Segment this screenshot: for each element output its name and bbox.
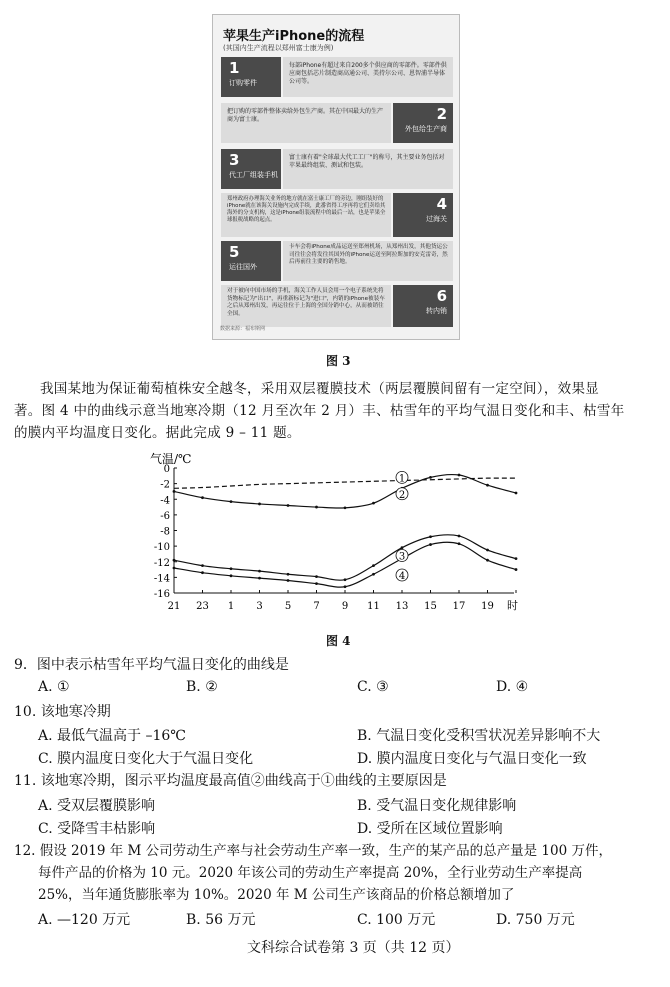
series-point bbox=[515, 568, 518, 571]
question-12-stem-line-1: 12. 假设 2019 年 M 公司劳动生产率与社会劳动生产率一致，生产的某产品的总产量是 100 万件， bbox=[14, 843, 612, 859]
x-tick-label: 23 bbox=[196, 601, 209, 612]
series-point bbox=[458, 542, 461, 545]
q12-option-b[interactable]: B. 56 万元 bbox=[186, 912, 256, 928]
series-point bbox=[429, 535, 432, 538]
step-text: 对于被向中国市场的手机，海关工作人员会用一个电子系统先将货物标记为"出口"，再重新标记为"进口"，内销的iPhone被装车之后从郑州出发，再运往位于上海的全国分销中心，从而被销往全国。 bbox=[227, 288, 385, 317]
series-point bbox=[173, 567, 176, 570]
question-9-stem: 9．图中表示枯雪年平均气温日变化的曲线是 bbox=[14, 657, 289, 673]
infographic-source: 数据来源：福布斯网 bbox=[220, 326, 266, 332]
series-point bbox=[515, 557, 518, 560]
step-row-5 bbox=[221, 241, 453, 281]
series-point bbox=[486, 559, 489, 562]
series-point bbox=[429, 476, 432, 479]
figure4-caption: 图 4 bbox=[326, 634, 351, 648]
q12-option-c[interactable]: C. 100 万元 bbox=[357, 912, 436, 928]
y-tick-label: -8 bbox=[160, 526, 170, 538]
x-tick-label: 17 bbox=[452, 601, 466, 612]
series-point bbox=[486, 484, 489, 487]
series-label: 1 bbox=[398, 473, 406, 485]
step-text: 每部iPhone有超过来自200多个供应商的零部件。零部件供应商包括芯片制造商高通公司、美持尔公司、恩智浦半导体公司等。 bbox=[289, 62, 447, 85]
step-row-1 bbox=[221, 57, 453, 97]
y-tick-label: -16 bbox=[153, 589, 170, 600]
step-badge: 1 订购零件 bbox=[221, 57, 281, 97]
series-point bbox=[230, 500, 233, 503]
step-text: 卡车会将iPhone成品运送至郑州机场，从郑州出发，其他货运公司往往会将发往其国外的iPhone运送至阿拉斯加的安克雷奇，然后再前往主要的销售地。 bbox=[289, 244, 448, 265]
x-tick-label: 1 bbox=[227, 601, 235, 612]
series-point bbox=[201, 571, 204, 574]
y-tick-label: -12 bbox=[153, 557, 170, 569]
y-tick-label: -4 bbox=[160, 495, 170, 507]
series-point bbox=[315, 506, 318, 509]
series-point bbox=[173, 559, 176, 562]
q12-option-d[interactable]: D. 750 万元 bbox=[496, 912, 575, 928]
series-point bbox=[372, 564, 375, 567]
step-badge: 4 过海关 bbox=[393, 193, 453, 237]
intro-line-2: 著。图 4 中的曲线示意当地寒冷期（12 月至次年 2 月）丰、枯雪年的平均气温日变化和丰、枯雪年 bbox=[14, 403, 625, 419]
step-badge: 5 运往国外 bbox=[221, 241, 281, 281]
figure3-caption: 图 3 bbox=[326, 354, 351, 368]
series-point bbox=[372, 573, 375, 576]
series-label: 3 bbox=[398, 551, 406, 563]
series-line-2 bbox=[174, 475, 516, 509]
step-text: 郑州政府办理海关业务的地方就在富士康工厂的旁边，刚组装好的iPhone就在该海关设施内完成手续，此番省得工序再将它们卖给其海外的分支机构，这是iPhone组装流程中的最后一站，也是苹果全球报税战略的起点。 bbox=[227, 196, 386, 223]
series-label: 2 bbox=[398, 489, 406, 501]
series-point bbox=[344, 578, 347, 581]
infographic-title: 苹果生产iPhone的流程 bbox=[223, 29, 365, 44]
series-line-3 bbox=[174, 535, 516, 583]
series-point bbox=[372, 502, 375, 505]
series-point bbox=[230, 574, 233, 577]
y-tick-label: -10 bbox=[153, 542, 170, 554]
question-10-stem: 10. 该地寒冷期 bbox=[14, 704, 111, 720]
q9-option-b[interactable]: B. ② bbox=[186, 679, 218, 695]
step-text: 把订购的零部件整体卖给外包生产商。其在中国最大的生产商为富士康。 bbox=[227, 108, 384, 123]
q10-option-a[interactable]: A. 最低气温高于 –16℃ bbox=[38, 728, 186, 744]
series-point bbox=[201, 564, 204, 567]
intro-line-1: 我国某地为保证葡萄植株安全越冬，采用双层覆膜技术（两层覆膜间留有一定空间），效果显 bbox=[40, 381, 600, 397]
y-axis-label: 气温/℃ bbox=[150, 452, 192, 466]
series-line-1 bbox=[174, 478, 516, 488]
figure3-infographic bbox=[212, 14, 460, 340]
figure4-chart bbox=[140, 446, 530, 618]
step-badge: 3 代工厂组装手机 bbox=[221, 149, 281, 189]
question-11-stem: 11. 该地寒冷期，图示平均温度最高值②曲线高于①曲线的主要原因是 bbox=[14, 773, 447, 789]
step-row-3 bbox=[221, 149, 453, 189]
x-axis-label: 时 bbox=[507, 599, 518, 612]
x-tick-label: 21 bbox=[167, 601, 181, 612]
series-label: 4 bbox=[398, 571, 406, 583]
x-tick-label: 13 bbox=[395, 601, 409, 612]
q11-option-a[interactable]: A. 受双层覆膜影响 bbox=[38, 798, 156, 814]
series-point bbox=[287, 579, 290, 582]
series-point bbox=[458, 474, 461, 477]
series-point bbox=[315, 582, 318, 585]
series-point bbox=[515, 492, 518, 495]
series-point bbox=[486, 549, 489, 552]
series-point bbox=[287, 573, 290, 576]
q12-option-a[interactable]: A. —120 万元 bbox=[38, 912, 131, 928]
q9-option-d[interactable]: D. ④ bbox=[496, 679, 529, 695]
question-12-stem-line-2: 每件产品的价格为 10 元。2020 年该公司的劳动生产率提高 20%，全行业劳动生产率提高 bbox=[38, 865, 583, 881]
series-point bbox=[258, 570, 261, 573]
series-point bbox=[230, 567, 233, 570]
series-point bbox=[344, 506, 347, 509]
series-point bbox=[258, 503, 261, 506]
q10-option-c[interactable]: C. 膜内温度日变化大于气温日变化 bbox=[38, 751, 254, 767]
step-row-4 bbox=[221, 193, 453, 237]
step-badge: 6 转内销 bbox=[393, 285, 453, 327]
infographic-subtitle: (其国内生产流程以郑州富士康为例) bbox=[223, 44, 334, 52]
series-point bbox=[401, 546, 404, 549]
series-point bbox=[315, 575, 318, 578]
step-text: 富士康有着"全球最大代工工厂"的称号，其主要业务包括对苹果最终组装、测试和包装。 bbox=[289, 154, 445, 169]
page-footer: 文科综合试卷第 3 页（共 12 页） bbox=[247, 940, 460, 956]
intro-line-3: 的膜内平均温度日变化。据此完成 9 – 11 题。 bbox=[14, 425, 301, 441]
y-tick-label: -6 bbox=[160, 510, 170, 522]
q10-option-d[interactable]: D. 膜内温度日变化与气温日变化一致 bbox=[357, 751, 587, 767]
x-tick-label: 11 bbox=[367, 601, 380, 612]
series-point bbox=[258, 577, 261, 580]
series-point bbox=[429, 543, 432, 546]
x-tick-label: 5 bbox=[284, 601, 292, 612]
q11-option-d[interactable]: D. 受所在区域位置影响 bbox=[357, 821, 503, 837]
series-point bbox=[344, 585, 347, 588]
series-point bbox=[201, 496, 204, 499]
x-tick-label: 19 bbox=[481, 601, 494, 612]
y-tick-label: 0 bbox=[163, 464, 170, 475]
q9-option-a[interactable]: A. ① bbox=[38, 679, 70, 695]
x-tick-label: 9 bbox=[341, 601, 349, 612]
q11-option-c[interactable]: C. 受降雪丰枯影响 bbox=[38, 821, 156, 837]
q10-option-b[interactable]: B. 气温日变化受积雪状况差异影响不大 bbox=[357, 728, 601, 744]
step-badge: 2 外包给生产商 bbox=[393, 103, 453, 143]
series-point bbox=[287, 504, 290, 507]
y-tick-label: -14 bbox=[153, 573, 170, 585]
q11-option-b[interactable]: B. 受气温日变化规律影响 bbox=[357, 798, 517, 814]
series-point bbox=[458, 535, 461, 538]
step-row-6 bbox=[221, 285, 453, 327]
x-tick-label: 3 bbox=[256, 601, 263, 612]
q9-option-c[interactable]: C. ③ bbox=[357, 679, 389, 695]
series-point bbox=[173, 490, 176, 493]
step-row-2 bbox=[221, 103, 453, 143]
question-12-stem-line-3: 25%，当年通货膨胀率为 10%。2020 年 M 公司生产该商品的价格总额增加了 bbox=[38, 887, 515, 903]
x-tick-label: 15 bbox=[424, 601, 437, 612]
x-tick-label: 7 bbox=[313, 601, 320, 612]
y-tick-label: -2 bbox=[160, 479, 170, 491]
